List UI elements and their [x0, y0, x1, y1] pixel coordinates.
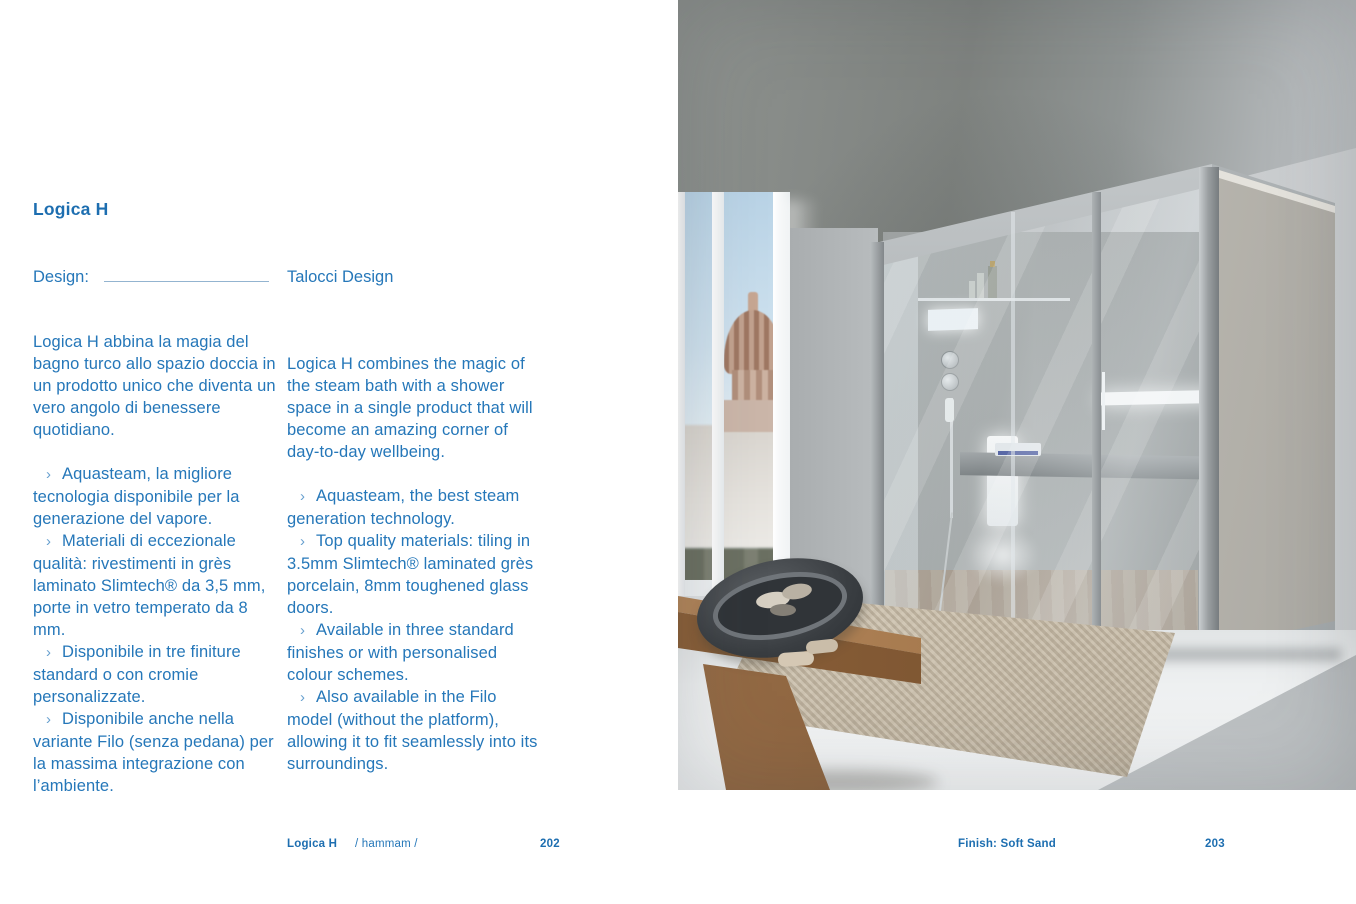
italian-intro-paragraph: Logica H abbina la magia del bagno turco allo spazio doccia in un prodotto unico che diventa un vero angolo di benessere quotidiano.: [33, 333, 276, 439]
english-bullet-item: [287, 686, 542, 775]
italian-bullet-text: Disponibile anche nella variante Filo (senza pedana) per la massima integrazione con l’ambiente.: [33, 710, 274, 795]
italian-bullet-item: [33, 530, 280, 641]
english-bullet-text: Also available in the Filo model (without the platform), allowing it to fit seamlessly into its surroundings.: [287, 688, 538, 773]
bullet-chevron-icon: ›: [300, 623, 306, 639]
bullet-chevron-icon: ›: [300, 534, 306, 550]
footer-page-number-right: 203: [1205, 838, 1225, 850]
footer-page-number-left: 202: [540, 838, 560, 850]
footer-product-name: Logica H: [287, 838, 338, 850]
glass-joint: [1011, 212, 1015, 640]
english-intro-paragraph: Logica H combines the magic of the steam bath with a shower space in a single product that will become an amazing corner of day-to-day wellbeing.: [287, 355, 533, 461]
english-bullet-text: Aquasteam, the best steam generation technology.: [287, 487, 520, 528]
italian-bullet-text: Aquasteam, la migliore tecnologia disponibile per la generazione del vapore.: [33, 465, 240, 528]
footer-category: / hammam /: [355, 838, 418, 850]
english-bullet-text: Available in three standard finishes or with personalised colour schemes.: [287, 621, 514, 684]
description-column-english: [287, 353, 542, 775]
bullet-chevron-icon: ›: [46, 645, 52, 661]
design-divider-line: [104, 281, 269, 282]
soap-stone: [770, 604, 796, 616]
enclosure-post: [1092, 192, 1101, 642]
door-handle: [1102, 372, 1105, 430]
english-bullet-item: [287, 530, 542, 619]
italian-bullet-item: [33, 641, 280, 708]
english-bullet-text: Top quality materials: tiling in 3.5mm Slimtech® laminated grès porcelain, 8mm toughened glass doors.: [287, 532, 534, 617]
description-column-italian: [33, 331, 280, 797]
bullet-chevron-icon: ›: [300, 489, 306, 505]
italian-bullet-text: Materiali di eccezionale qualità: rivestimenti in grès laminato Slimtech® da 3,5 mm, porte in vetro temperato da 8 mm.: [33, 532, 266, 639]
page-title: Logica H: [33, 199, 109, 219]
bullet-chevron-icon: ›: [46, 712, 52, 728]
bullet-chevron-icon: ›: [300, 690, 306, 706]
italian-bullet-text: Disponibile in tre finiture standard o con cromie personalizzate.: [33, 643, 241, 706]
design-label: Design:: [33, 268, 89, 286]
footer-finish-caption: Finish: Soft Sand: [958, 838, 1056, 850]
italian-bullet-item: [33, 708, 280, 797]
english-bullet-item: [287, 485, 542, 530]
enclosure-corner-post: [1199, 167, 1219, 647]
italian-bullet-item: [33, 463, 280, 530]
english-bullet-item: [287, 619, 542, 686]
enclosure-post: [871, 242, 884, 642]
window-frame: [678, 192, 685, 596]
bullet-chevron-icon: ›: [46, 467, 52, 483]
bullet-chevron-icon: ›: [46, 534, 52, 550]
designer-name: Talocci Design: [287, 268, 394, 286]
dome-drum: [732, 370, 774, 404]
product-photo: [678, 0, 1356, 790]
window-mullion: [712, 192, 724, 596]
